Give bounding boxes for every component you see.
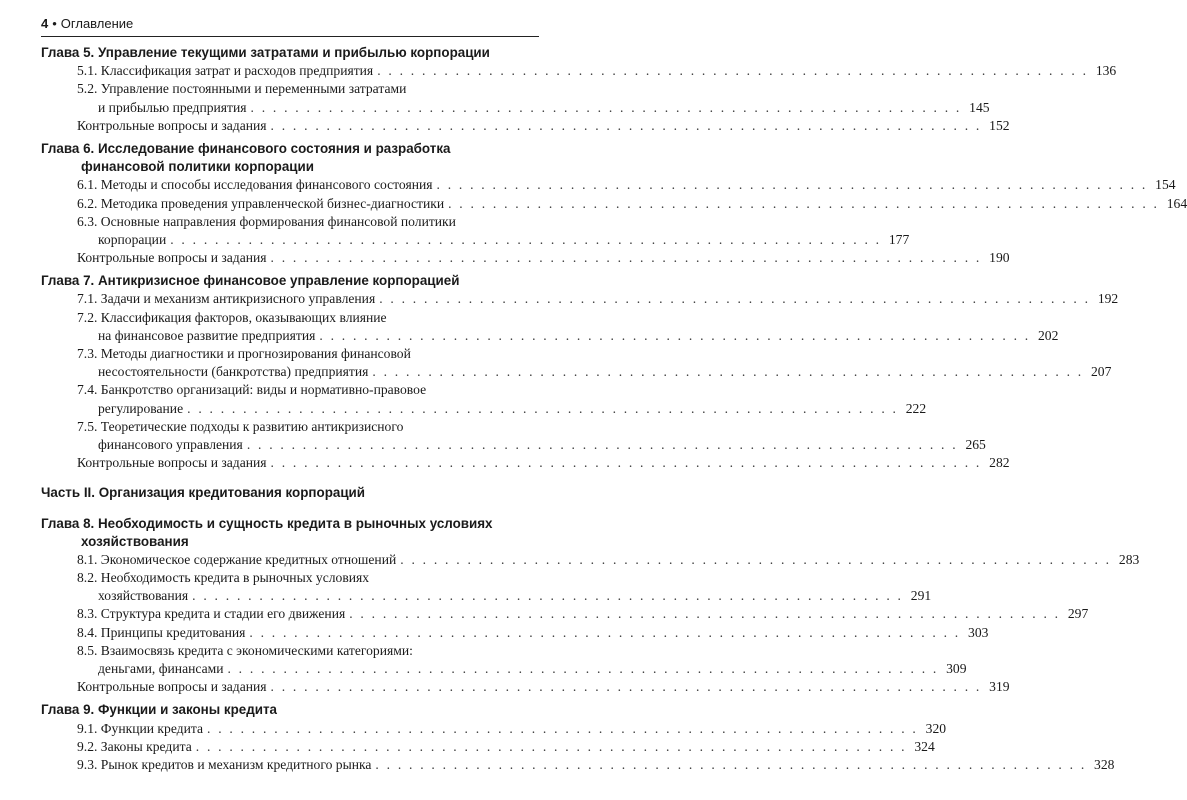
leader-dots: . . . . . . . . . . . . . . . . . . . . . . . . . . . . . . . . . . . . . . . . . . . . . . . . . . . . . . . . . . . . . . . .	[270, 679, 982, 695]
page-ref: 164	[1166, 195, 1187, 211]
running-title: Оглавление	[60, 16, 134, 31]
toc-entry-7-3[interactable]: несостоятельности (банкротства) предприятия . . . . . . . . . . . . . . . . . . . . . . . . . . . . . . . . . . . . . . . . . . . . . . . . . . . . . . . . . . . . . . . . 207	[41, 363, 539, 381]
page-ref: 283	[1118, 551, 1140, 567]
leader-dots: . . . . . . . . . . . . . . . . . . . . . . . . . . . . . . . . . . . . . . . . . . . . . . . . . . . . . . . . . . . . . . . .	[349, 606, 1061, 622]
chapter-7-title[interactable]: Глава 7. Антикризисное финансовое управление корпорацией	[41, 273, 460, 289]
toc-entry-9-2[interactable]: 9.2. Законы кредита . . . . . . . . . . . . . . . . . . . . . . . . . . . . . . . . . . . . . . . . . . . . . . . . . . . . . . . . . . . . . . . . 324	[41, 738, 539, 756]
leader-dots: . . . . . . . . . . . . . . . . . . . . . . . . . . . . . . . . . . . . . . . . . . . . . . . . . . . . . . . . . . . . . . . .	[379, 291, 1091, 307]
page-ref: 190	[989, 250, 1010, 266]
leader-dots: . . . . . . . . . . . . . . . . . . . . . . . . . . . . . . . . . . . . . . . . . . . . . . . . . . . . . . . . . . . . . . . .	[192, 588, 904, 604]
toc-entry-6-2[interactable]: 6.2. Методика проведения управленческой бизнес-диагностики . . . . . . . . . . . . . . . . . . . . . . . . . . . . . . . . . . . . . . . . . . . . . . . . . . . . . . . . . . . . . . . . 164	[41, 195, 539, 213]
page-ref: 207	[1091, 364, 1112, 380]
toc-entry-7-questions[interactable]: Контрольные вопросы и задания . . . . . . . . . . . . . . . . . . . . . . . . . . . . . . . . . . . . . . . . . . . . . . . . . . . . . . . . . . . . . . . . 282	[41, 454, 539, 472]
page-ref: 309	[946, 661, 967, 676]
toc-entry-7-3-line1[interactable]: 7.3. Методы диагностики и прогнозирования финансовой	[77, 346, 411, 361]
leader-dots: . . . . . . . . . . . . . . . . . . . . . . . . . . . . . . . . . . . . . . . . . . . . . . . . . . . . . . . . . . . . . . . .	[246, 436, 958, 452]
toc-entry-9-3[interactable]: 9.3. Рынок кредитов и механизм кредитного рынка . . . . . . . . . . . . . . . . . . . . . . . . . . . . . . . . . . . . . . . . . . . . . . . . . . . . . . . . . . . . . . . . 328	[41, 756, 539, 774]
leader-dots: . . . . . . . . . . . . . . . . . . . . . . . . . . . . . . . . . . . . . . . . . . . . . . . . . . . . . . . . . . . . . . . .	[436, 177, 1148, 193]
leader-dots: . . . . . . . . . . . . . . . . . . . . . . . . . . . . . . . . . . . . . . . . . . . . . . . . . . . . . . . . . . . . . . . .	[270, 250, 982, 266]
leader-dots: . . . . . . . . . . . . . . . . . . . . . . . . . . . . . . . . . . . . . . . . . . . . . . . . . . . . . . . . . . . . . . . .	[187, 400, 899, 416]
toc-entry-8-3[interactable]: 8.3. Структура кредита и стадии его движения . . . . . . . . . . . . . . . . . . . . . . . . . . . . . . . . . . . . . . . . . . . . . . . . . . . . . . . . . . . . . . . . 297	[41, 605, 539, 623]
page-ref: 265	[965, 436, 986, 452]
page-ref: 202	[1038, 327, 1059, 343]
leader-dots: . . . . . . . . . . . . . . . . . . . . . . . . . . . . . . . . . . . . . . . . . . . . . . . . . . . . . . . . . . . . . . . .	[319, 327, 1031, 343]
page-ref: 145	[969, 99, 990, 115]
leader-dots: . . . . . . . . . . . . . . . . . . . . . . . . . . . . . . . . . . . . . . . . . . . . . . . . . . . . . . . . . . . . . . . .	[448, 195, 1160, 211]
chapter-9-title[interactable]: Глава 9. Функции и законы кредита	[41, 702, 277, 718]
toc-entry-5-questions[interactable]: Контрольные вопросы и задания . . . . . . . . . . . . . . . . . . . . . . . . . . . . . . . . . . . . . . . . . . . . . . . . . . . . . . . . . . . . . . . . 152	[41, 117, 539, 135]
page-ref: 222	[905, 400, 927, 416]
page-ref: 136	[1095, 63, 1117, 79]
toc-entry-8-1[interactable]: 8.1. Экономическое содержание кредитных отношений . . . . . . . . . . . . . . . . . . . . . . . . . . . . . . . . . . . . . . . . . . . . . . . . . . . . . . . . . . . . . . . . 283	[41, 551, 539, 569]
page-number: 4	[41, 16, 49, 31]
page-ref: 328	[1094, 756, 1115, 772]
chapter-8-title-line1[interactable]: Глава 8. Необходимость и сущность кредита в рыночных условиях	[41, 515, 493, 531]
page-ref: 319	[989, 679, 1010, 695]
toc-entry-5-1[interactable]: 5.1. Классификация затрат и расходов предприятия . . . . . . . . . . . . . . . . . . . . . . . . . . . . . . . . . . . . . . . . . . . . . . . . . . . . . . . . . . . . . . . . 136	[41, 62, 539, 80]
leader-dots: . . . . . . . . . . . . . . . . . . . . . . . . . . . . . . . . . . . . . . . . . . . . . . . . . . . . . . . . . . . . . . . .	[270, 455, 982, 471]
toc-entry-8-2-line1[interactable]: 8.2. Необходимость кредита в рыночных условиях	[77, 570, 370, 586]
leader-dots: . . . . . . . . . . . . . . . . . . . . . . . . . . . . . . . . . . . . . . . . . . . . . . . . . . . . . . . . . . . . . . . .	[227, 661, 939, 676]
chapter-5-title[interactable]: Глава 5. Управление текущими затратами и прибылью корпорации	[41, 45, 490, 60]
table-of-contents	[41, 44, 1187, 774]
page-ref: 152	[989, 117, 1010, 133]
toc-entry-7-5[interactable]: финансового управления . . . . . . . . . . . . . . . . . . . . . . . . . . . . . . . . . . . . . . . . . . . . . . . . . . . . . . . . . . . . . . . . 265	[41, 436, 539, 454]
chapter-6-title-line2[interactable]: финансовой политики корпорации	[81, 159, 314, 175]
toc-entry-5-2-line1[interactable]: 5.2. Управление постоянными и переменными затратами	[77, 81, 407, 97]
toc-entry-7-1[interactable]: 7.1. Задачи и механизм антикризисного управления . . . . . . . . . . . . . . . . . . . . . . . . . . . . . . . . . . . . . . . . . . . . . . . . . . . . . . . . . . . . . . . . 192	[41, 290, 539, 308]
toc-entry-6-questions[interactable]: Контрольные вопросы и задания . . . . . . . . . . . . . . . . . . . . . . . . . . . . . . . . . . . . . . . . . . . . . . . . . . . . . . . . . . . . . . . . 190	[41, 249, 539, 267]
page-ref: 297	[1067, 606, 1089, 622]
toc-entry-7-4-line1[interactable]: 7.4. Банкротство организаций: виды и нормативно-правовое	[77, 382, 427, 398]
toc-entry-6-3-line1[interactable]: 6.3. Основные направления формирования финансовой политики	[77, 213, 456, 229]
leader-dots: . . . . . . . . . . . . . . . . . . . . . . . . . . . . . . . . . . . . . . . . . . . . . . . . . . . . . . . . . . . . . . . .	[170, 231, 882, 247]
leader-dots: . . . . . . . . . . . . . . . . . . . . . . . . . . . . . . . . . . . . . . . . . . . . . . . . . . . . . . . . . . . . . . . .	[377, 63, 1089, 79]
leader-dots: . . . . . . . . . . . . . . . . . . . . . . . . . . . . . . . . . . . . . . . . . . . . . . . . . . . . . . . . . . . . . . . .	[195, 738, 907, 754]
chapter-6-title-line1[interactable]: Глава 6. Исследование финансового состояния и разработка	[41, 140, 451, 156]
page-ref: 192	[1097, 291, 1119, 307]
toc-entry-6-3[interactable]: корпорации . . . . . . . . . . . . . . . . . . . . . . . . . . . . . . . . . . . . . . . . . . . . . . . . . . . . . . . . . . . . . . . . 177	[41, 231, 539, 249]
toc-entry-7-5-line1[interactable]: 7.5. Теоретические подходы к развитию антикризисного	[77, 418, 404, 434]
page-ref: 324	[914, 738, 935, 754]
page-ref: 291	[910, 588, 932, 604]
toc-entry-8-questions[interactable]: Контрольные вопросы и задания . . . . . . . . . . . . . . . . . . . . . . . . . . . . . . . . . . . . . . . . . . . . . . . . . . . . . . . . . . . . . . . . 319	[41, 678, 539, 696]
page-ref: 320	[925, 720, 947, 736]
page-ref: 303	[968, 624, 989, 640]
toc-entry-7-4[interactable]: регулирование . . . . . . . . . . . . . . . . . . . . . . . . . . . . . . . . . . . . . . . . . . . . . . . . . . . . . . . . . . . . . . . . 222	[41, 400, 539, 418]
leader-dots: . . . . . . . . . . . . . . . . . . . . . . . . . . . . . . . . . . . . . . . . . . . . . . . . . . . . . . . . . . . . . . . .	[249, 624, 961, 640]
toc-entry-5-2[interactable]: и прибылью предприятия . . . . . . . . . . . . . . . . . . . . . . . . . . . . . . . . . . . . . . . . . . . . . . . . . . . . . . . . . . . . . . . . 145	[41, 99, 539, 117]
leader-dots: . . . . . . . . . . . . . . . . . . . . . . . . . . . . . . . . . . . . . . . . . . . . . . . . . . . . . . . . . . . . . . . .	[400, 551, 1112, 567]
running-header	[41, 12, 539, 37]
toc-entry-7-2-line1[interactable]: 7.2. Классификация факторов, оказывающих влияние	[77, 309, 387, 325]
leader-dots: . . . . . . . . . . . . . . . . . . . . . . . . . . . . . . . . . . . . . . . . . . . . . . . . . . . . . . . . . . . . . . . .	[372, 364, 1084, 380]
page-ref: 282	[989, 455, 1010, 471]
toc-entry-9-1[interactable]: 9.1. Функции кредита . . . . . . . . . . . . . . . . . . . . . . . . . . . . . . . . . . . . . . . . . . . . . . . . . . . . . . . . . . . . . . . . 320	[41, 720, 539, 738]
chapter-8-title-line2[interactable]: хозяйствования	[81, 533, 189, 549]
toc-entry-8-5-line1[interactable]: 8.5. Взаимосвязь кредита с экономическими категориями:	[77, 642, 413, 658]
toc-entry-8-4[interactable]: 8.4. Принципы кредитования . . . . . . . . . . . . . . . . . . . . . . . . . . . . . . . . . . . . . . . . . . . . . . . . . . . . . . . . . . . . . . . . 303	[41, 624, 539, 642]
toc-entry-8-2[interactable]: хозяйствования . . . . . . . . . . . . . . . . . . . . . . . . . . . . . . . . . . . . . . . . . . . . . . . . . . . . . . . . . . . . . . . . 291	[41, 587, 539, 605]
leader-dots: . . . . . . . . . . . . . . . . . . . . . . . . . . . . . . . . . . . . . . . . . . . . . . . . . . . . . . . . . . . . . . . .	[207, 720, 919, 736]
leader-dots: . . . . . . . . . . . . . . . . . . . . . . . . . . . . . . . . . . . . . . . . . . . . . . . . . . . . . . . . . . . . . . . .	[270, 117, 982, 133]
toc-entry-6-1[interactable]: 6.1. Методы и способы исследования финансового состояния . . . . . . . . . . . . . . . . . . . . . . . . . . . . . . . . . . . . . . . . . . . . . . . . . . . . . . . . . . . . . . . . 154	[41, 176, 539, 194]
part-2-title[interactable]: Часть II. Организация кредитования корпораций	[41, 485, 366, 501]
bullet-separator: •	[52, 16, 57, 31]
page-ref: 177	[888, 231, 910, 247]
toc-entry-8-5[interactable]: деньгами, финансами . . . . . . . . . . . . . . . . . . . . . . . . . . . . . . . . . . . . . . . . . . . . . . . . . . . . . . . . . . . . . . . . 309	[41, 660, 539, 678]
leader-dots: . . . . . . . . . . . . . . . . . . . . . . . . . . . . . . . . . . . . . . . . . . . . . . . . . . . . . . . . . . . . . . . .	[375, 756, 1087, 772]
page-ref: 154	[1155, 177, 1176, 193]
toc-entry-7-2[interactable]: на финансовое развитие предприятия . . . . . . . . . . . . . . . . . . . . . . . . . . . . . . . . . . . . . . . . . . . . . . . . . . . . . . . . . . . . . . . . 202	[41, 327, 539, 345]
leader-dots: . . . . . . . . . . . . . . . . . . . . . . . . . . . . . . . . . . . . . . . . . . . . . . . . . . . . . . . . . . . . . . . .	[250, 99, 962, 115]
